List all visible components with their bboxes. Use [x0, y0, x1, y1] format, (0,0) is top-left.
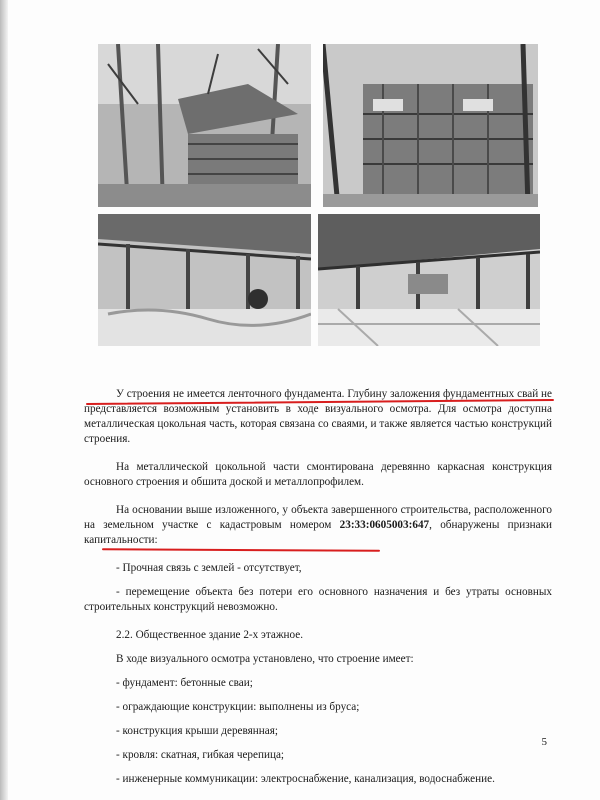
paragraph-foundation: У строения не имеется ленточного фундамента. Глубину заложения фундаментных свай не представляется возможным установить в ходе визуального осмотра. Для осмотра доступна металлическая цокольная часть, которая связана со сваями, и также является частью конструкций строения. — [84, 388, 552, 445]
photo-foundation-underside-right — [318, 214, 540, 346]
conclusion-text-start: На основании выше изложенного, у объекта завершенного строительства, расположенного на земельном участке с кадастровым номером — [84, 504, 552, 531]
feature-roof-structure: - конструкция крыши деревянная; — [116, 725, 278, 737]
page-number: 5 — [541, 736, 547, 748]
scan-edge — [0, 0, 8, 800]
photo-foundation-underside-left — [98, 214, 311, 346]
feature-roofing: - кровля: скатная, гибкая черепица; — [116, 749, 285, 761]
feature-foundation: - фундамент: бетонные сваи; — [116, 677, 253, 689]
conclusion-text-end: , обнаружены признаки капитальности: — [84, 519, 553, 546]
capital-sign-ground-connection: - Прочная связь с землей - отсутствует, — [116, 562, 302, 574]
cadastral-number: 23:33:0605003:647 — [339, 519, 430, 531]
paragraph-frame-construction: На металлической цокольной части смонтирована деревянно каркасная конструкция основного строения и обшита доской и металлопрофилем. — [84, 461, 552, 488]
photo-building-exterior-left — [98, 44, 311, 207]
inspection-intro: В ходе визуального осмотра установлено, что строение имеет: — [116, 653, 414, 665]
section-heading: 2.2. Общественное здание 2-х этажное. — [116, 629, 304, 641]
document-body — [84, 387, 552, 796]
feature-walls: - ограждающие конструкции: выполнены из бруса; — [116, 701, 360, 713]
feature-utilities: - инженерные коммуникации: электроснабжение, канализация, водоснабжение. — [116, 773, 495, 785]
paragraph-conclusion — [84, 503, 552, 548]
photo-building-exterior-right — [323, 44, 538, 207]
capital-sign-relocation: - перемещение объекта без потери его основного назначения и без утраты основных строительных конструкций невозможно. — [84, 586, 552, 613]
